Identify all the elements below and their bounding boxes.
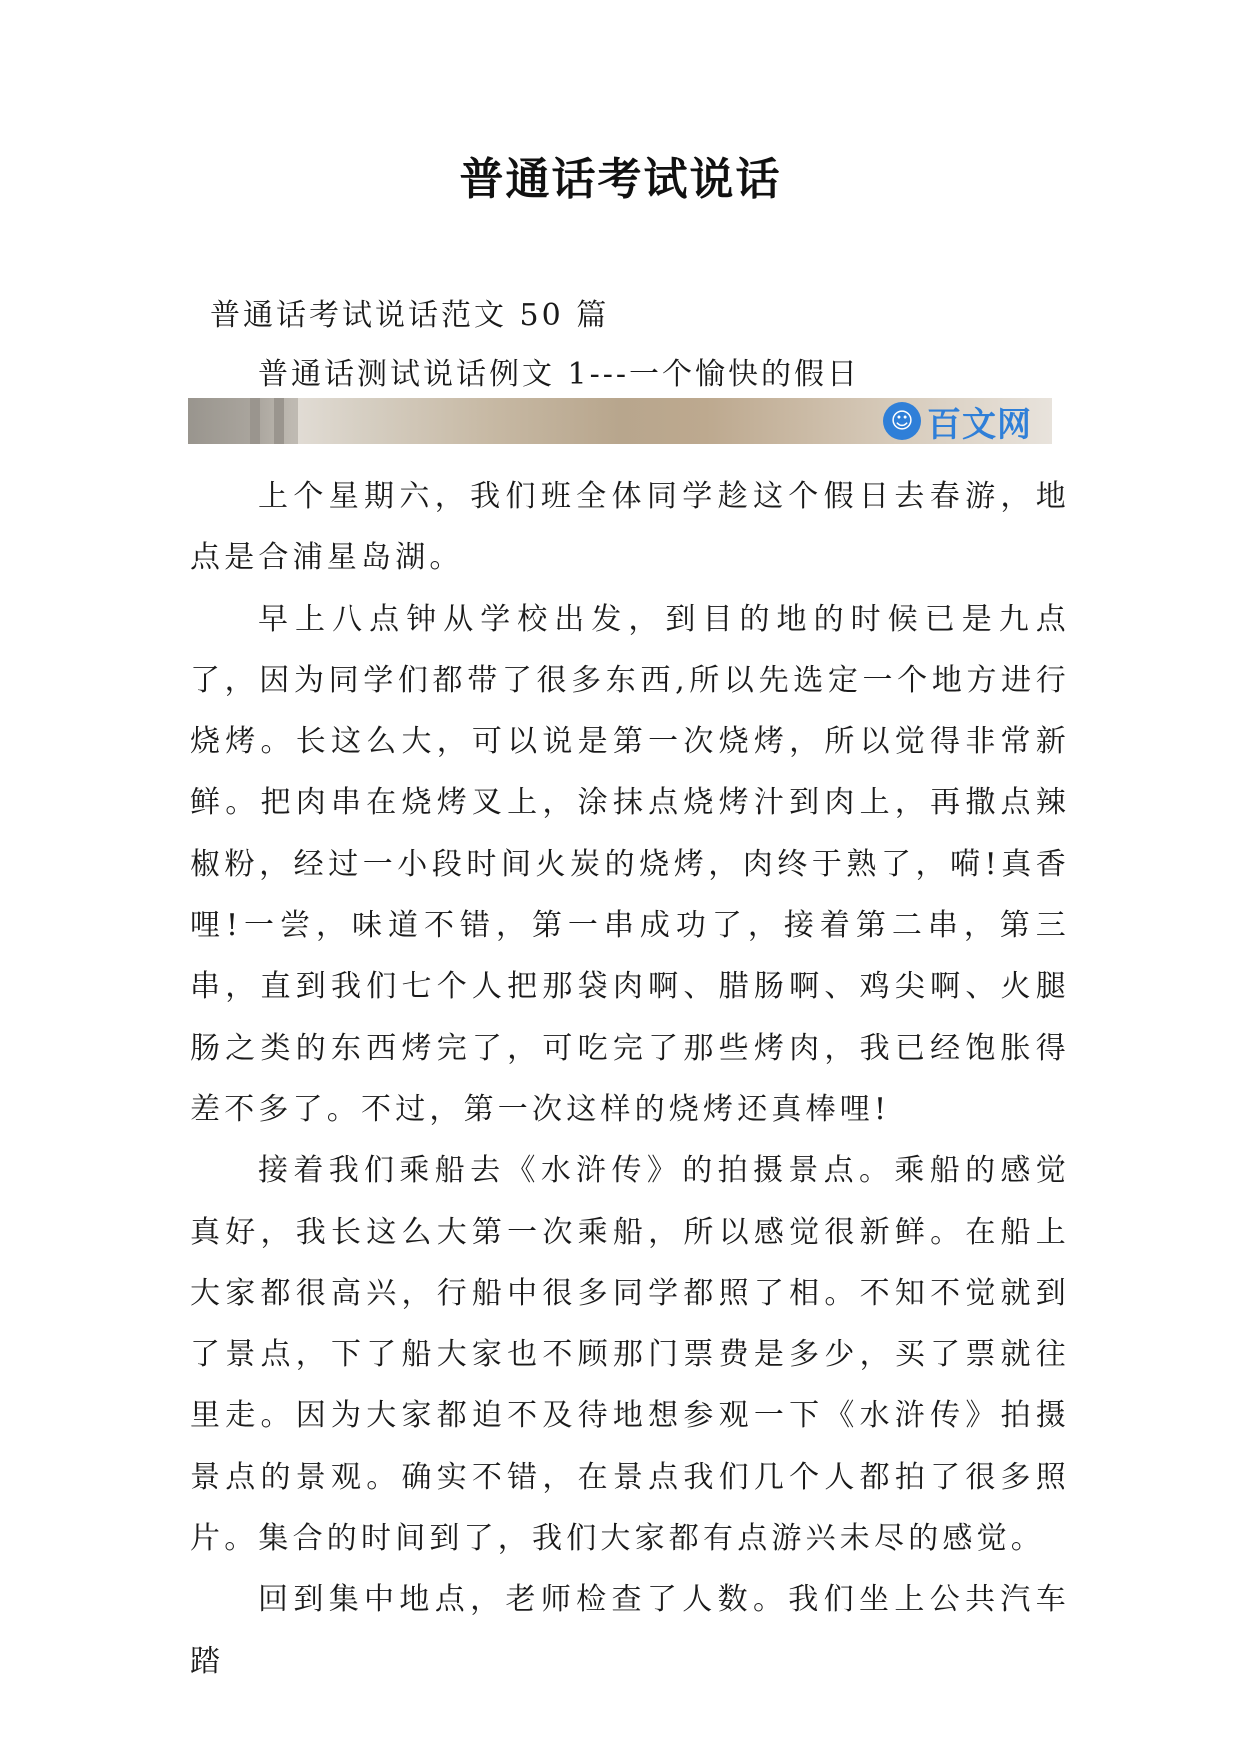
paragraph: 接着我们乘船去《水浒传》的拍摄景点。乘船的感觉真好，我长这么大第一次乘船，所以感觉很新鲜。在船上大家都很高兴，行船中很多同学都照了相。不知不觉就到了景点，下了船大家也不顾那门票费是多少，买了票就往里走。因为大家都迫不及待地想参观一下《水浒传》拍摄景点的景观。确实不错，在景点我们几个人都拍了很多照片。集合的时间到了，我们大家都有点游兴未尽的感觉。 [190,1153,1070,1557]
logo-icon: ☺ [883,402,921,440]
paragraph: 上个星期六，我们班全体同学趁这个假日去春游，地点是合浦星岛湖。 [190,479,1070,576]
article-body [190,466,1070,1692]
document-title: 普通话考试说话 [459,154,782,205]
logo-text: 百文网 [927,404,1032,444]
banner-image [188,398,1052,444]
paragraph: 早上八点钟从学校出发，到目的地的时候已是九点了，因为同学们都带了很多东西,所以先选定一个地方进行烧烤。长这么大，可以说是第一次烧烤，所以觉得非常新鲜。把肉串在烧烤叉上，涂抹点烧烤汁到肉上，再撒点辣椒粉，经过一小段时间火炭的烧烤，肉终于熟了，嗬!真香哩!一尝，味道不错，第一串成功了，接着第二串，第三串，直到我们七个人把那袋肉啊、腊肠啊、鸡尖啊、火腿肠之类的东西烤完了，可吃完了那些烤肉，我已经饱胀得差不多了。不过，第一次这样的烧烤还真棒哩! [190,601,1070,1127]
banner-post [274,398,284,444]
watermark-logo [883,400,1032,442]
paragraph: 回到集中地点，老师检查了人数。我们坐上公共汽车踏 [190,1582,1070,1679]
banner-post [250,398,260,444]
example-heading: 普通话测试说话例文 1---一个愉快的假日 [258,357,861,392]
document-subtitle: 普通话考试说话范文 50 篇 [210,298,610,333]
